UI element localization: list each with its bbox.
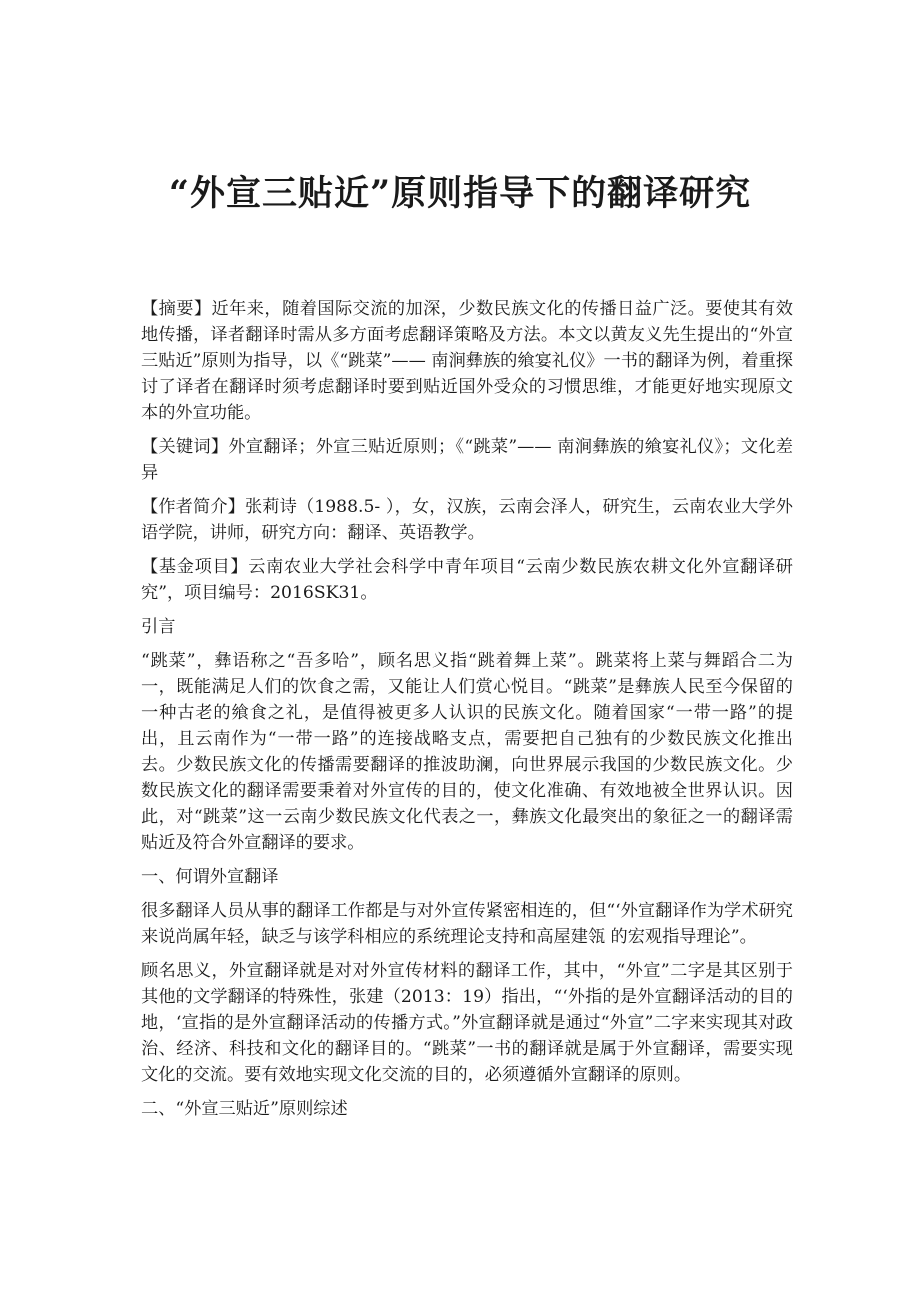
keywords-paragraph: 【关键词】外宣翻译；外宣三贴近原则；《“跳菜”—— 南涧彝族的飨宴礼仪》；文化差异 bbox=[141, 437, 793, 483]
author-paragraph: 【作者简介】张莉诗（1988.5- ），女，汉族，云南会泽人，研究生，云南农业大学外语学院，讲师，研究方向：翻译、英语教学。 bbox=[141, 497, 793, 543]
section1-heading: 一、何谓外宣翻译 bbox=[141, 867, 279, 887]
fund-paragraph: 【基金项目】云南农业大学社会科学中青年项目“云南少数民族农耕文化外宣翻译研究”，项目编号：2016SK31。 bbox=[141, 557, 793, 603]
section2-heading: 二、“外宣三贴近”原则综述 bbox=[141, 1099, 348, 1119]
intro-paragraph: “跳菜”，彝语称之“吾多哈”，顾名思义指“跳着舞上菜”。跳菜将上菜与舞蹈合二为一，既能满足人们的饮食之需，又能让人们赏心悦目。“跳菜”是彝族人民至今保留的一种古老的飨食之礼，是值得被更多人认识的民族文化。随着国家“一带一路”的提出，且云南作为“一带一路”的连接战略支点，需要把自己独有的少数民族文化推出去。少数民族文化的传播需要翻译的推波助澜，向世界展示我国的少数民族文化。少数民族文化的翻译需要秉着对外宣传的目的，使文化准确、有效地被全世界认识。因此，对“跳菜”这一云南少数民族文化代表之一，彝族文化最突出的象征之一的翻译需贴近及符合外宣翻译的要求。 bbox=[141, 651, 793, 853]
document-title: “外宣三贴近”原则指导下的翻译研究 bbox=[168, 173, 752, 214]
abstract-paragraph: 【摘要】近年来，随着国际交流的加深，少数民族文化的传播日益广泛。要使其有效地传播，译者翻译时需从多方面考虑翻译策略及方法。本文以黄友义先生提出的“外宣三贴近”原则为指导，以《“跳菜”—— 南涧彝族的飨宴礼仪》一书的翻译为例，着重探讨了译者在翻译时须考虑翻译时要到贴近国外受众的习惯思维，才能更好地实现原文本的外宣功能。 bbox=[141, 299, 793, 423]
section1-paragraph-2: 顾名思义，外宣翻译就是对对外宣传材料的翻译工作，其中，“外宣”二字是其区别于其他的文学翻译的特殊性，张建（2013：19）指出，“‘外指的是外宣翻译活动的目的地，‘宣指的是外宣翻译活动的传播方式。”外宣翻译就是通过“外宣”二字来实现其对政治、经济、科技和文化的翻译目的。“跳菜”一书的翻译就是属于外宣翻译，需要实现文化的交流。要有效地实现文化交流的目的，必须遵循外宣翻译的原则。 bbox=[141, 961, 793, 1085]
intro-heading: 引言 bbox=[141, 617, 176, 637]
section1-paragraph-1: 很多翻译人员从事的翻译工作都是与对外宣传紧密相连的，但“‘外宣翻译作为学术研究来说尚属年轻，缺乏与该学科相应的系统理论支持和高屋建瓴 的宏观指导理论”。 bbox=[141, 901, 793, 947]
document-body bbox=[141, 296, 793, 1130]
